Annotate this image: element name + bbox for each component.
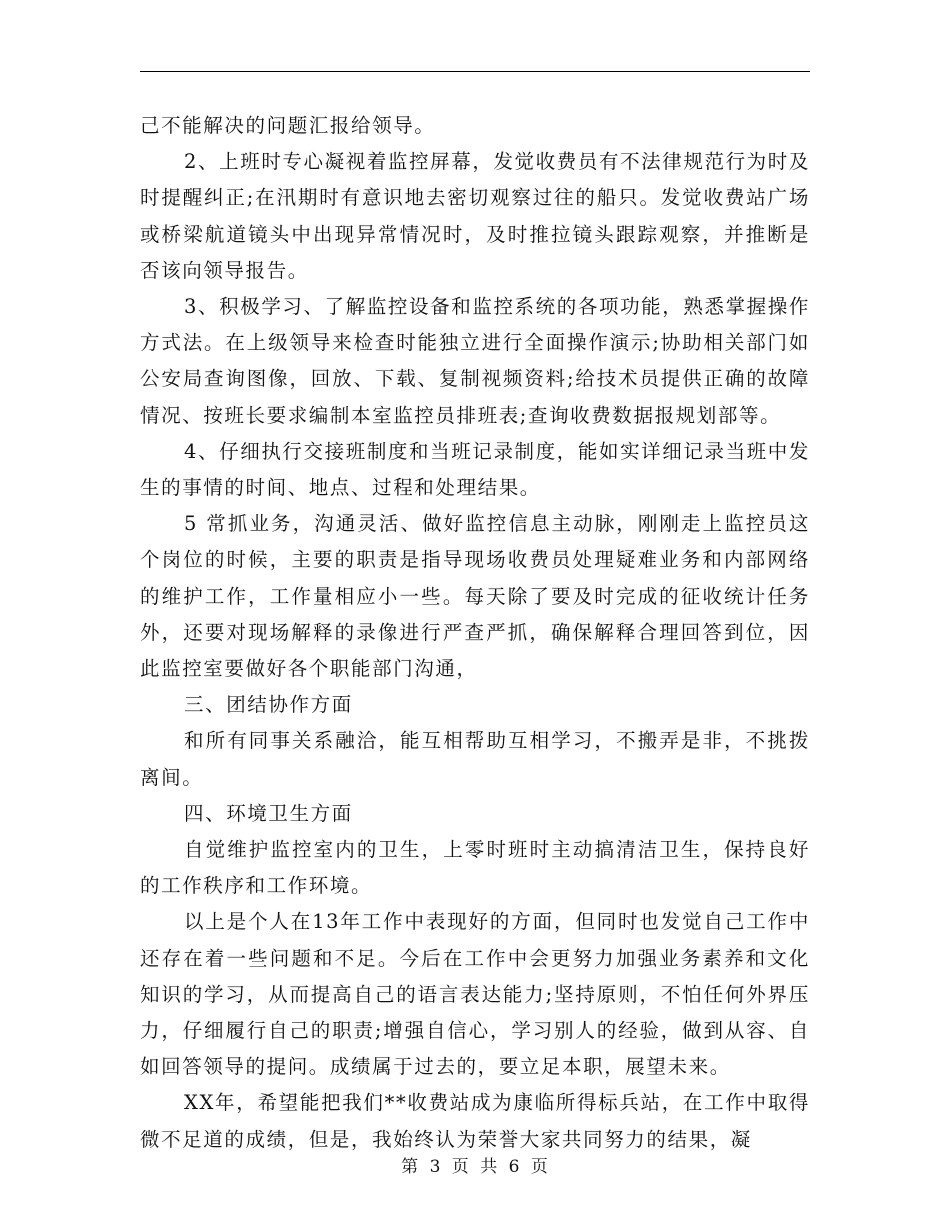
paragraph: 己不能解决的问题汇报给领导。 [140,114,436,137]
section-heading: 四、环境卫生方面 [184,801,353,825]
paragraph: 和所有同事关系融洽，能互相帮助互相学习，不搬弄是非，不挑拨离间。 [140,729,810,789]
paragraph: XX年，希望能把我们**收费站成为康临所得标兵站，在工作中取得微不足道的成绩，但是，我始终认为荣誉大家共同努力的结果，凝 [140,1091,810,1151]
paragraph: 自觉维护监控室内的卫生，上零时班时主动搞清洁卫生，保持良好的工作秩序和工作环境。 [140,838,810,898]
paragraph: 以上是个人在13年工作中表现好的方面，但同时也发觉自己工作中还存在着一些问题和不足。今后在工作中会更努力加强业务素养和文化知识的学习，从而提高自己的语言表达能力;坚持原则，不怕任何外界压力，仔细履行自己的职责;增强自信心，学习别人的经验，做到从容、自如回答领导的提问。成绩属于过去的，要立足本职，展望未来。 [140,910,810,1079]
paragraph: 2、上班时专心凝视着监控屏幕，发觉收费员有不法律规范行为时及时提醒纠正;在汛期时有意识地去密切观察过往的船只。发觉收费站广场或桥梁航道镜头中出现异常情况时，及时推拉镜头跟踪观察，并推断是否该向领导报告。 [140,150,810,282]
page-number-footer: 第 3 页 共 6 页 [401,1157,549,1177]
paragraph: 3、积极学习、了解监控设备和监控系统的各项功能，熟悉掌握操作方式法。在上级领导来检查时能独立进行全面操作演示;协助相关部门如公安局查询图像，回放、下载、复制视频资料;给技术员提供正确的故障情况、按班长要求编制本室监控员排班表;查询收费数据报规划部等。 [140,295,810,427]
header-rule [140,71,810,72]
paragraph: 5 常抓业务，沟通灵活、做好监控信息主动脉，刚刚走上监控员这个岗位的时候，主要的职责是指导现场收费员处理疑难业务和内部网络的维护工作，工作量相应小一些。每天除了要及时完成的征收统计任务外，还要对现场解释的录像进行严查严抓，确保解释合理回答到位，因此监控室要做好各个职能部门沟通， [140,512,810,681]
document-body [140,108,810,1158]
paragraph: 4、仔细执行交接班制度和当班记录制度，能如实详细记录当班中发生的事情的时间、地点、过程和处理结果。 [140,439,810,500]
section-heading: 三、团结协作方面 [184,693,353,717]
